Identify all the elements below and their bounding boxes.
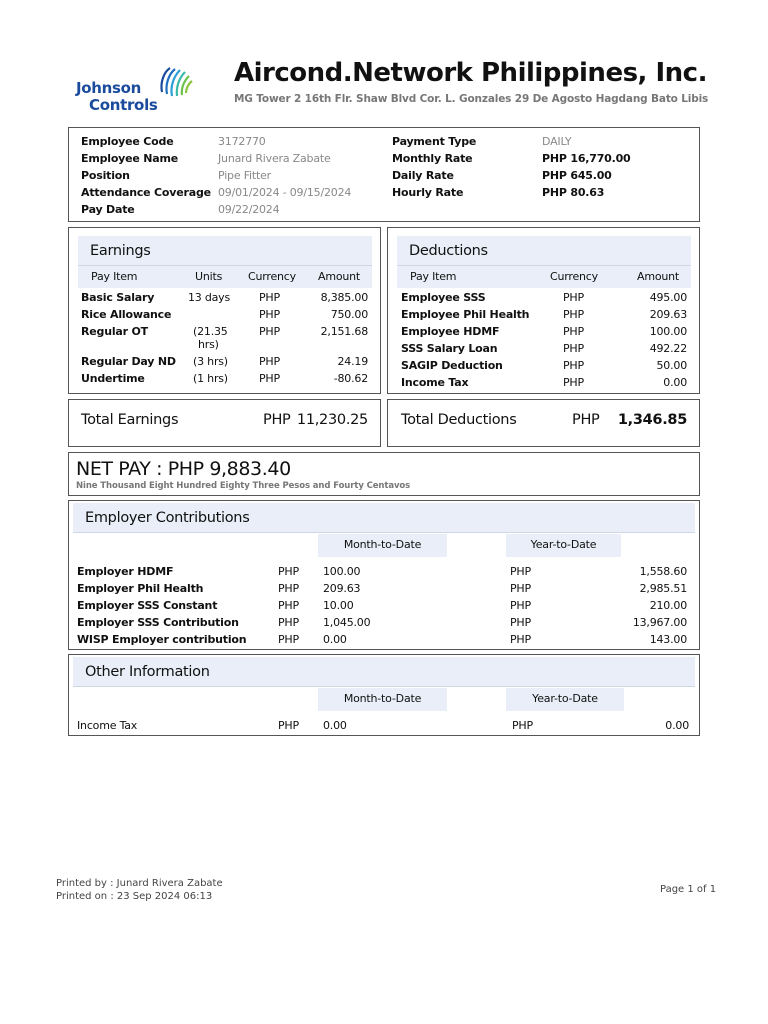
earnings-item: Regular Day ND — [81, 355, 176, 368]
earnings-item: Rice Allowance — [81, 308, 172, 321]
employer-ytd: 1,558.60 — [639, 565, 687, 578]
other-mtd-header: Month-to-Date — [318, 688, 447, 711]
deductions-amount: 100.00 — [649, 325, 687, 338]
deductions-item: Employee Phil Health — [401, 308, 530, 321]
payment-type-value: DAILY — [542, 135, 572, 148]
employer-mtd: 100.00 — [323, 565, 361, 578]
deductions-col-pay-item: Pay Item — [410, 270, 457, 283]
employer-mtd: 1,045.00 — [323, 616, 371, 629]
earnings-item: Basic Salary — [81, 291, 155, 304]
employer-currency: PHP — [278, 633, 299, 646]
earnings-amount: 2,151.68 — [320, 325, 368, 338]
deductions-col-currency: Currency — [550, 270, 598, 283]
deductions-item: Income Tax — [401, 376, 469, 389]
deductions-item: Employee HDMF — [401, 325, 500, 338]
employer-ytd-currency: PHP — [510, 633, 531, 646]
employer-ytd-currency: PHP — [510, 582, 531, 595]
earnings-currency: PHP — [259, 325, 280, 338]
attendance-coverage-value: 09/01/2024 - 09/15/2024 — [218, 186, 352, 199]
employer-ytd-header: Year-to-Date — [506, 534, 621, 557]
employee-code-label: Employee Code — [81, 135, 174, 148]
page-number: Page 1 of 1 — [660, 884, 717, 895]
earnings-col-units: Units — [195, 270, 223, 283]
employer-ytd: 13,967.00 — [632, 616, 687, 629]
logo-line-1: Johnson — [76, 79, 142, 97]
deductions-title: Deductions — [397, 236, 691, 266]
earnings-amount: 24.19 — [337, 355, 368, 368]
earnings-units-continued: hrs) — [198, 338, 219, 351]
deductions-amount: 492.22 — [649, 342, 687, 355]
earnings-currency: PHP — [259, 372, 280, 385]
deductions-item: Employee SSS — [401, 291, 486, 304]
deductions-amount: 0.00 — [663, 376, 687, 389]
earnings-units: (3 hrs) — [193, 355, 228, 368]
earnings-item: Regular OT — [81, 325, 148, 338]
employer-currency: PHP — [278, 565, 299, 578]
employer-ytd: 210.00 — [649, 599, 687, 612]
employer-mtd: 209.63 — [323, 582, 361, 595]
company-name: Aircond.Network Philippines, Inc. — [234, 58, 707, 88]
employer-ytd-currency: PHP — [510, 599, 531, 612]
earnings-currency: PHP — [259, 308, 280, 321]
printed-on: Printed on : 23 Sep 2024 06:13 — [56, 891, 213, 902]
other-ytd: 0.00 — [665, 719, 689, 732]
net-pay-in-words: Nine Thousand Eight Hundred Eighty Three Pesos and Fourty Centavos — [76, 481, 411, 491]
other-item: Income Tax — [77, 719, 138, 732]
logo-wordmark — [76, 80, 158, 114]
employer-item: Employer SSS Constant — [77, 599, 218, 612]
earnings-item: Undertime — [81, 372, 145, 385]
net-pay-amount: NET PAY : PHP 9,883.40 — [76, 458, 291, 480]
employer-mtd: 0.00 — [323, 633, 347, 646]
employee-name-value: Junard Rivera Zabate — [218, 152, 331, 165]
position-value: Pipe Fitter — [218, 169, 271, 182]
employer-mtd-header: Month-to-Date — [318, 534, 447, 557]
deductions-currency: PHP — [563, 359, 584, 372]
deductions-amount: 209.63 — [649, 308, 687, 321]
deductions-currency: PHP — [563, 376, 584, 389]
employee-name-label: Employee Name — [81, 152, 179, 165]
logo-line-2: Controls — [89, 96, 158, 114]
other-ytd-currency: PHP — [512, 719, 533, 732]
position-label: Position — [81, 169, 130, 182]
total-earnings-currency: PHP — [263, 412, 291, 428]
employee-code-value: 3172770 — [218, 135, 266, 148]
deductions-col-amount: Amount — [637, 270, 680, 283]
johnson-controls-swirl-icon — [156, 62, 196, 102]
employer-currency: PHP — [278, 582, 299, 595]
daily-rate-label: Daily Rate — [392, 169, 454, 182]
earnings-amount: -80.62 — [333, 372, 368, 385]
earnings-currency: PHP — [259, 291, 280, 304]
attendance-coverage-label: Attendance Coverage — [81, 186, 211, 199]
hourly-rate-label: Hourly Rate — [392, 186, 464, 199]
pay-date-label: Pay Date — [81, 203, 135, 216]
company-address: MG Tower 2 16th Flr. Shaw Blvd Cor. L. Gonzales 29 De Agosto Hagdang Bato Libis — [234, 93, 709, 105]
employer-currency: PHP — [278, 599, 299, 612]
total-earnings-value: 11,230.25 — [296, 412, 368, 428]
employer-ytd: 2,985.51 — [639, 582, 687, 595]
employer-contributions-title: Employer Contributions — [73, 503, 695, 533]
earnings-amount: 8,385.00 — [320, 291, 368, 304]
other-currency: PHP — [278, 719, 299, 732]
earnings-units: (1 hrs) — [193, 372, 228, 385]
other-information-title: Other Information — [73, 657, 695, 687]
employer-ytd-currency: PHP — [510, 616, 531, 629]
other-mtd: 0.00 — [323, 719, 347, 732]
employer-ytd: 143.00 — [649, 633, 687, 646]
earnings-currency: PHP — [259, 355, 280, 368]
deductions-currency: PHP — [563, 308, 584, 321]
earnings-units: (21.35 — [193, 325, 228, 338]
total-deductions-label: Total Deductions — [401, 412, 517, 428]
total-deductions-currency: PHP — [572, 412, 600, 428]
payment-type-label: Payment Type — [392, 135, 477, 148]
deductions-amount: 495.00 — [649, 291, 687, 304]
deductions-currency: PHP — [563, 325, 584, 338]
earnings-col-amount: Amount — [318, 270, 361, 283]
printed-by: Printed by : Junard Rivera Zabate — [56, 878, 223, 889]
deductions-item: SAGIP Deduction — [401, 359, 503, 372]
total-earnings-label: Total Earnings — [81, 412, 179, 428]
daily-rate-value: PHP 645.00 — [542, 169, 612, 182]
earnings-title: Earnings — [78, 236, 372, 266]
employer-currency: PHP — [278, 616, 299, 629]
employer-item: WISP Employer contribution — [77, 633, 247, 646]
employer-item: Employer Phil Health — [77, 582, 204, 595]
employer-mtd: 10.00 — [323, 599, 354, 612]
deductions-currency: PHP — [563, 342, 584, 355]
deductions-item: SSS Salary Loan — [401, 342, 498, 355]
employer-item: Employer HDMF — [77, 565, 174, 578]
monthly-rate-label: Monthly Rate — [392, 152, 473, 165]
pay-date-value: 09/22/2024 — [218, 203, 280, 216]
hourly-rate-value: PHP 80.63 — [542, 186, 605, 199]
other-ytd-header: Year-to-Date — [506, 688, 624, 711]
deductions-currency: PHP — [563, 291, 584, 304]
monthly-rate-value: PHP 16,770.00 — [542, 152, 631, 165]
employer-item: Employer SSS Contribution — [77, 616, 239, 629]
earnings-col-pay-item: Pay Item — [91, 270, 138, 283]
deductions-amount: 50.00 — [656, 359, 687, 372]
employer-ytd-currency: PHP — [510, 565, 531, 578]
earnings-col-currency: Currency — [248, 270, 296, 283]
earnings-amount: 750.00 — [330, 308, 368, 321]
total-deductions-value: 1,346.85 — [617, 412, 687, 428]
earnings-units: 13 days — [187, 291, 231, 304]
